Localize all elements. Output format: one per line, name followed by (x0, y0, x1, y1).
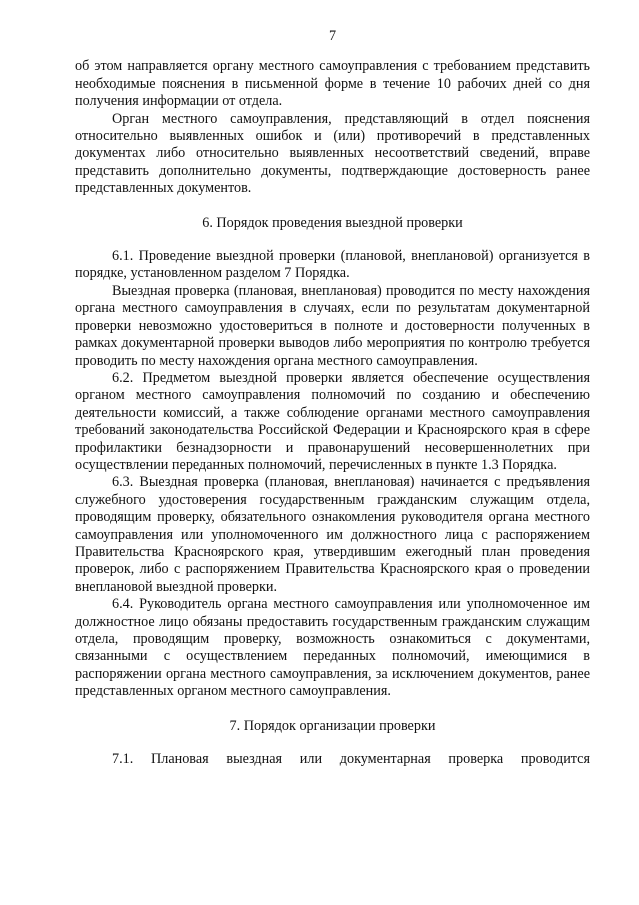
paragraph-6-1: 6.1. Проведение выездной проверки (плановой, внеплановой) организуется в порядке, установленном разделом 7 Порядка. (75, 248, 590, 282)
paragraph-6-1-onsite: Выездная проверка (плановая, внеплановая) проводится по месту нахождения органа местного самоуправления в случаях, если по результатам документарной проверки невозможно удостовериться в полноте и достоверности полученных в рамках документарной проверки выводов либо мероприятия по контролю требуется проводить по месту нахождения органа местного самоуправления. (75, 282, 590, 369)
paragraph-7-1: 7.1. Плановая выездная или документарная проверка проводится (112, 751, 590, 768)
paragraph-6-4: 6.4. Руководитель органа местного самоуправления или уполномоченное им должностное лицо обязаны предоставить государственным гражданским служащим отдела, проводящим проверку, возможность ознакомиться с документами, связанными с осуществлением переданных полномочий, имеющимися в распоряжении органа местного самоуправления, за исключением документов, ранее представленных органом местного самоуправления. (75, 596, 590, 700)
document-page (75, 28, 590, 768)
paragraph-continuation: об этом направляется органу местного самоуправления с требованием представить необходимые пояснения в письменной форме в течение 10 рабочих дней со дня получения информации от отдела. (75, 58, 590, 110)
paragraph-6-3: 6.3. Выездная проверка (плановая, внеплановая) начинается с предъявления служебного удостоверения государственным гражданским служащим отдела, проводящим проверку, обязательного ознакомления руководителя органа местного самоуправления или уполномоченного им должностного лица с распоряжением Правительства Красноярского края, утвердившим ежегодный план проведения проверок, либо с распоряжением Правительства Красноярского края о проведении внеплановой выездной проверки. (75, 474, 590, 595)
paragraph-clarification-rights: Орган местного самоуправления, представляющий в отдел пояснения относительно выявленных ошибок и (или) противоречий в представленных документах либо относительно выявленных несоответствий сведений, вправе представить дополнительно документы, подтверждающие достоверность ранее представленных документов. (75, 110, 590, 197)
section-6-heading: 6. Порядок проведения выездной проверки (202, 214, 463, 231)
section-7-heading: 7. Порядок организации проверки (229, 717, 436, 734)
paragraph-6-2: 6.2. Предметом выездной проверки является обеспечение осуществления органом местного самоуправления полномочий по созданию и обеспечению деятельности комиссий, а также соблюдение органами местного самоуправления требований законодательства Российской Федерации и Красноярского края в сфере профилактики безнадзорности и правонарушений несовершеннолетних при осуществлении переданных полномочий, перечисленных в пункте 1.3 Порядка. (75, 369, 590, 473)
page-number: 7 (328, 28, 337, 44)
